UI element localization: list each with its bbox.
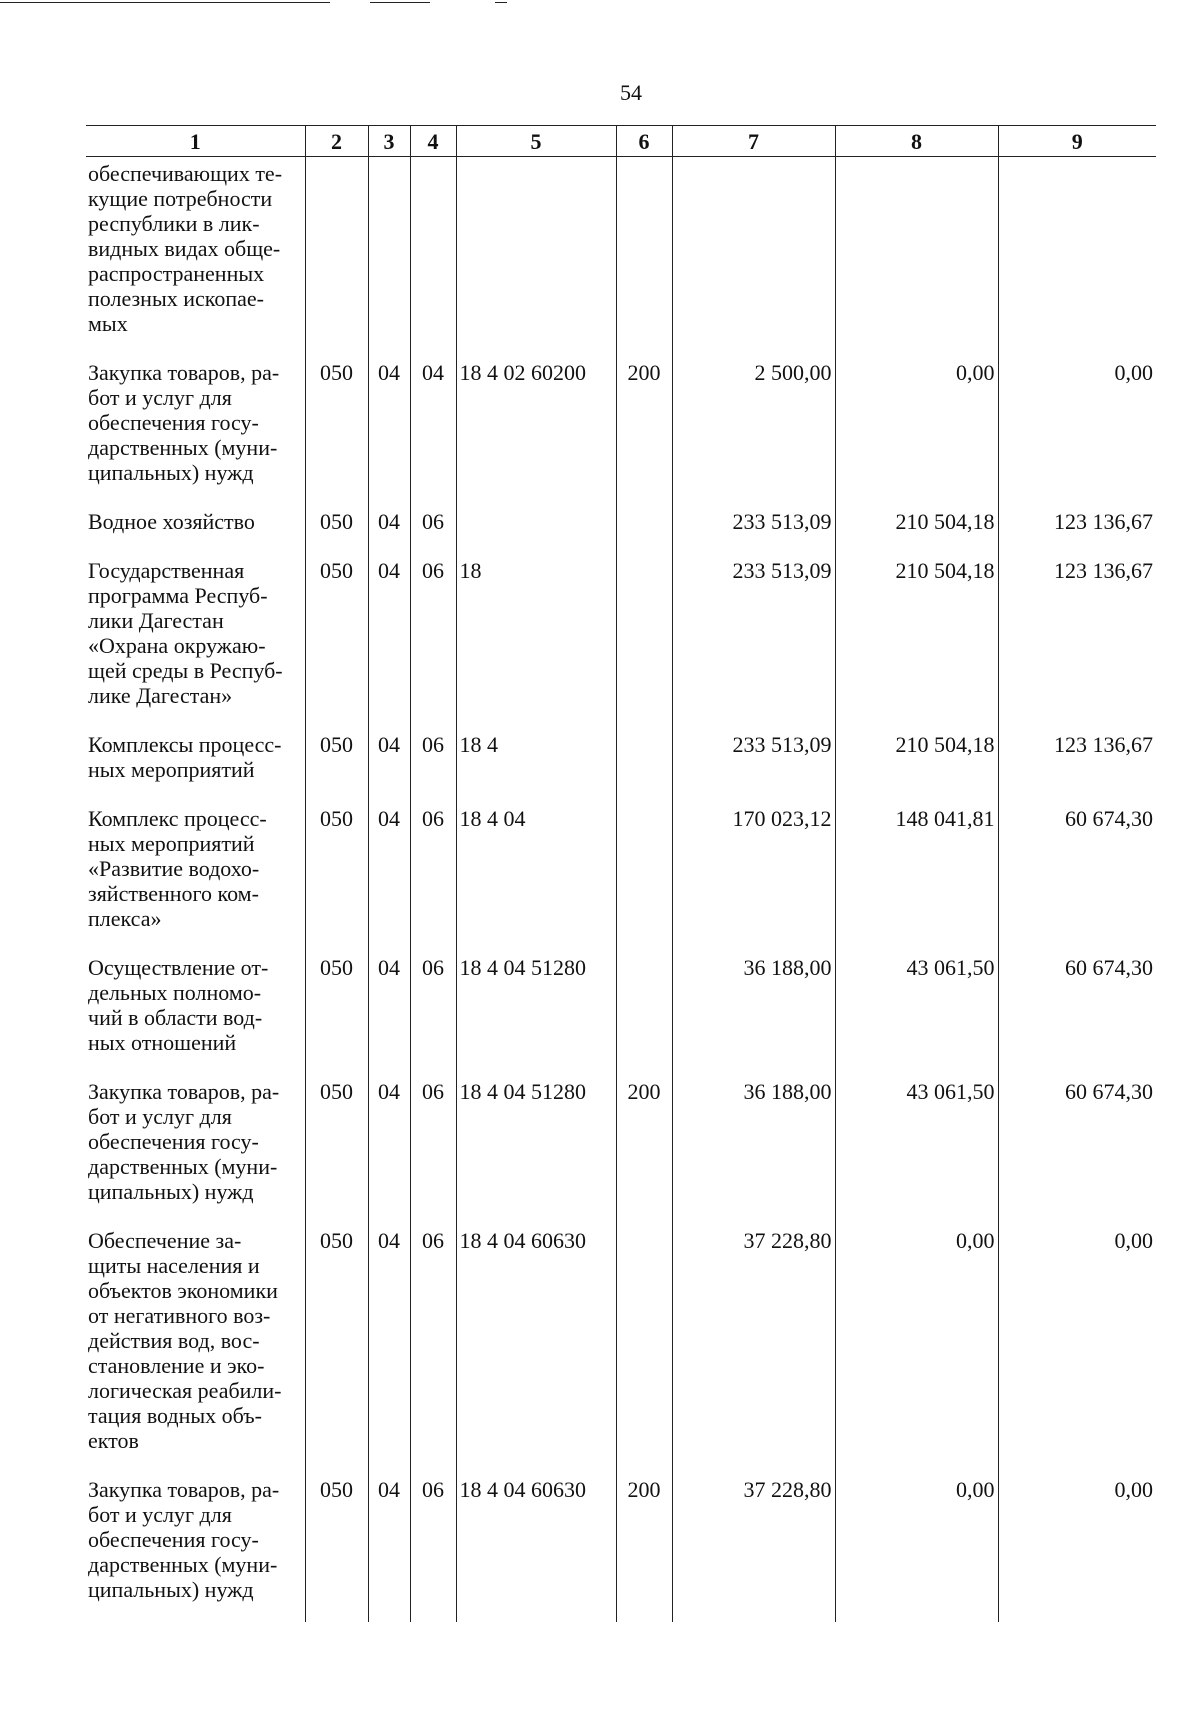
expense-type-cell xyxy=(616,951,672,1075)
amount-cell: 60 674,30 xyxy=(998,951,1156,1075)
target-article-cell: 18 4 02 60200 xyxy=(456,356,616,505)
amount-cell: 36 188,00 xyxy=(672,951,835,1075)
code-cell: 050 xyxy=(305,1473,368,1622)
amount-cell: 0,00 xyxy=(998,1473,1156,1622)
amount-cell: 123 136,67 xyxy=(998,505,1156,554)
amount-cell: 37 228,80 xyxy=(672,1224,835,1473)
expense-type-cell xyxy=(616,802,672,951)
row-name-cell: Водное хозяйство xyxy=(86,505,305,554)
row-name-cell: обеспечивающих те- кущие потребности республики в лик- видных видах обще- распространенных полезных ископае- мых xyxy=(86,157,305,357)
table-row xyxy=(86,1473,1156,1622)
top-rule-middle xyxy=(370,2,430,3)
target-article-cell: 18 xyxy=(456,554,616,728)
expense-type-cell xyxy=(616,728,672,802)
target-article-cell xyxy=(456,505,616,554)
table-row xyxy=(86,157,1156,357)
table-row xyxy=(86,505,1156,554)
table-header xyxy=(86,126,1156,157)
amount-cell: 43 061,50 xyxy=(835,951,998,1075)
amount-cell: 148 041,81 xyxy=(835,802,998,951)
page-number: 54 xyxy=(620,80,642,105)
amount-cell: 123 136,67 xyxy=(998,728,1156,802)
section-cell: 04 xyxy=(368,1075,410,1224)
table-body xyxy=(86,157,1156,1623)
column-header: 7 xyxy=(672,126,835,157)
amount-cell: 0,00 xyxy=(835,1473,998,1622)
column-header: 6 xyxy=(616,126,672,157)
amount-cell: 0,00 xyxy=(998,1224,1156,1473)
row-name-cell: Обеспечение за- щиты населения и объектов экономики от негативного воз- действия вод, вос- становление и эко- логическая реабили- тация водных объ- ектов xyxy=(86,1224,305,1473)
amount-cell: 210 504,18 xyxy=(835,505,998,554)
subsection-cell: 06 xyxy=(410,505,456,554)
amount-cell: 210 504,18 xyxy=(835,554,998,728)
column-header: 8 xyxy=(835,126,998,157)
subsection-cell: 06 xyxy=(410,1075,456,1224)
header-row xyxy=(86,126,1156,157)
amount-cell: 0,00 xyxy=(835,356,998,505)
target-article-cell: 18 4 04 51280 xyxy=(456,951,616,1075)
code-cell xyxy=(305,157,368,357)
amount-cell: 37 228,80 xyxy=(672,1473,835,1622)
amount-cell xyxy=(672,157,835,357)
code-cell: 050 xyxy=(305,1075,368,1224)
row-name-cell: Комплекс процесс- ных мероприятий «Развитие водохо- зяйственного ком- плекса» xyxy=(86,802,305,951)
row-name-cell: Осуществление от- дельных полномо- чий в области вод- ных отношений xyxy=(86,951,305,1075)
section-cell: 04 xyxy=(368,554,410,728)
table-row xyxy=(86,554,1156,728)
top-rule-left xyxy=(0,2,330,3)
section-cell: 04 xyxy=(368,951,410,1075)
amount-cell: 0,00 xyxy=(835,1224,998,1473)
section-cell: 04 xyxy=(368,505,410,554)
code-cell: 050 xyxy=(305,1224,368,1473)
section-cell: 04 xyxy=(368,728,410,802)
target-article-cell: 18 4 04 60630 xyxy=(456,1473,616,1622)
amount-cell: 123 136,67 xyxy=(998,554,1156,728)
target-article-cell: 18 4 04 xyxy=(456,802,616,951)
target-article-cell: 18 4 04 60630 xyxy=(456,1224,616,1473)
table-row xyxy=(86,728,1156,802)
column-header: 4 xyxy=(410,126,456,157)
table-row xyxy=(86,951,1156,1075)
amount-cell: 0,00 xyxy=(998,356,1156,505)
expense-type-cell xyxy=(616,157,672,357)
target-article-cell: 18 4 xyxy=(456,728,616,802)
amount-cell: 36 188,00 xyxy=(672,1075,835,1224)
section-cell: 04 xyxy=(368,1224,410,1473)
code-cell: 050 xyxy=(305,505,368,554)
target-article-cell xyxy=(456,157,616,357)
code-cell: 050 xyxy=(305,802,368,951)
code-cell: 050 xyxy=(305,356,368,505)
row-name-cell: Государственная программа Респуб- лики Дагестан «Охрана окружаю- щей среды в Респуб- лике Дагестан» xyxy=(86,554,305,728)
amount-cell: 233 513,09 xyxy=(672,505,835,554)
section-cell: 04 xyxy=(368,356,410,505)
section-cell xyxy=(368,157,410,357)
amount-cell: 170 023,12 xyxy=(672,802,835,951)
amount-cell xyxy=(998,157,1156,357)
subsection-cell: 06 xyxy=(410,554,456,728)
budget-table xyxy=(86,125,1156,1622)
amount-cell: 43 061,50 xyxy=(835,1075,998,1224)
amount-cell: 60 674,30 xyxy=(998,802,1156,951)
table-row xyxy=(86,356,1156,505)
code-cell: 050 xyxy=(305,951,368,1075)
column-header: 1 xyxy=(86,126,305,157)
code-cell: 050 xyxy=(305,554,368,728)
expense-type-cell: 200 xyxy=(616,356,672,505)
section-cell: 04 xyxy=(368,802,410,951)
expense-type-cell xyxy=(616,505,672,554)
subsection-cell: 06 xyxy=(410,1473,456,1622)
subsection-cell: 06 xyxy=(410,728,456,802)
amount-cell xyxy=(835,157,998,357)
column-header: 3 xyxy=(368,126,410,157)
column-header: 2 xyxy=(305,126,368,157)
subsection-cell: 06 xyxy=(410,802,456,951)
column-header: 9 xyxy=(998,126,1156,157)
row-name-cell: Закупка товаров, ра- бот и услуг для обеспечения госу- дарственных (муни- ципальных) нужд xyxy=(86,356,305,505)
table-row xyxy=(86,1224,1156,1473)
expense-type-cell xyxy=(616,554,672,728)
amount-cell: 60 674,30 xyxy=(998,1075,1156,1224)
top-rule-right xyxy=(495,2,507,3)
table-row xyxy=(86,1075,1156,1224)
amount-cell: 233 513,09 xyxy=(672,554,835,728)
row-name-cell: Комплексы процесс- ных мероприятий xyxy=(86,728,305,802)
subsection-cell: 04 xyxy=(410,356,456,505)
subsection-cell xyxy=(410,157,456,357)
amount-cell: 233 513,09 xyxy=(672,728,835,802)
row-name-cell: Закупка товаров, ра- бот и услуг для обеспечения госу- дарственных (муни- ципальных) нужд xyxy=(86,1473,305,1622)
amount-cell: 210 504,18 xyxy=(835,728,998,802)
subsection-cell: 06 xyxy=(410,1224,456,1473)
row-name-cell: Закупка товаров, ра- бот и услуг для обеспечения госу- дарственных (муни- ципальных) нужд xyxy=(86,1075,305,1224)
amount-cell: 2 500,00 xyxy=(672,356,835,505)
target-article-cell: 18 4 04 51280 xyxy=(456,1075,616,1224)
table-row xyxy=(86,802,1156,951)
expense-type-cell: 200 xyxy=(616,1075,672,1224)
expense-type-cell: 200 xyxy=(616,1473,672,1622)
column-header: 5 xyxy=(456,126,616,157)
code-cell: 050 xyxy=(305,728,368,802)
expense-type-cell xyxy=(616,1224,672,1473)
subsection-cell: 06 xyxy=(410,951,456,1075)
section-cell: 04 xyxy=(368,1473,410,1622)
